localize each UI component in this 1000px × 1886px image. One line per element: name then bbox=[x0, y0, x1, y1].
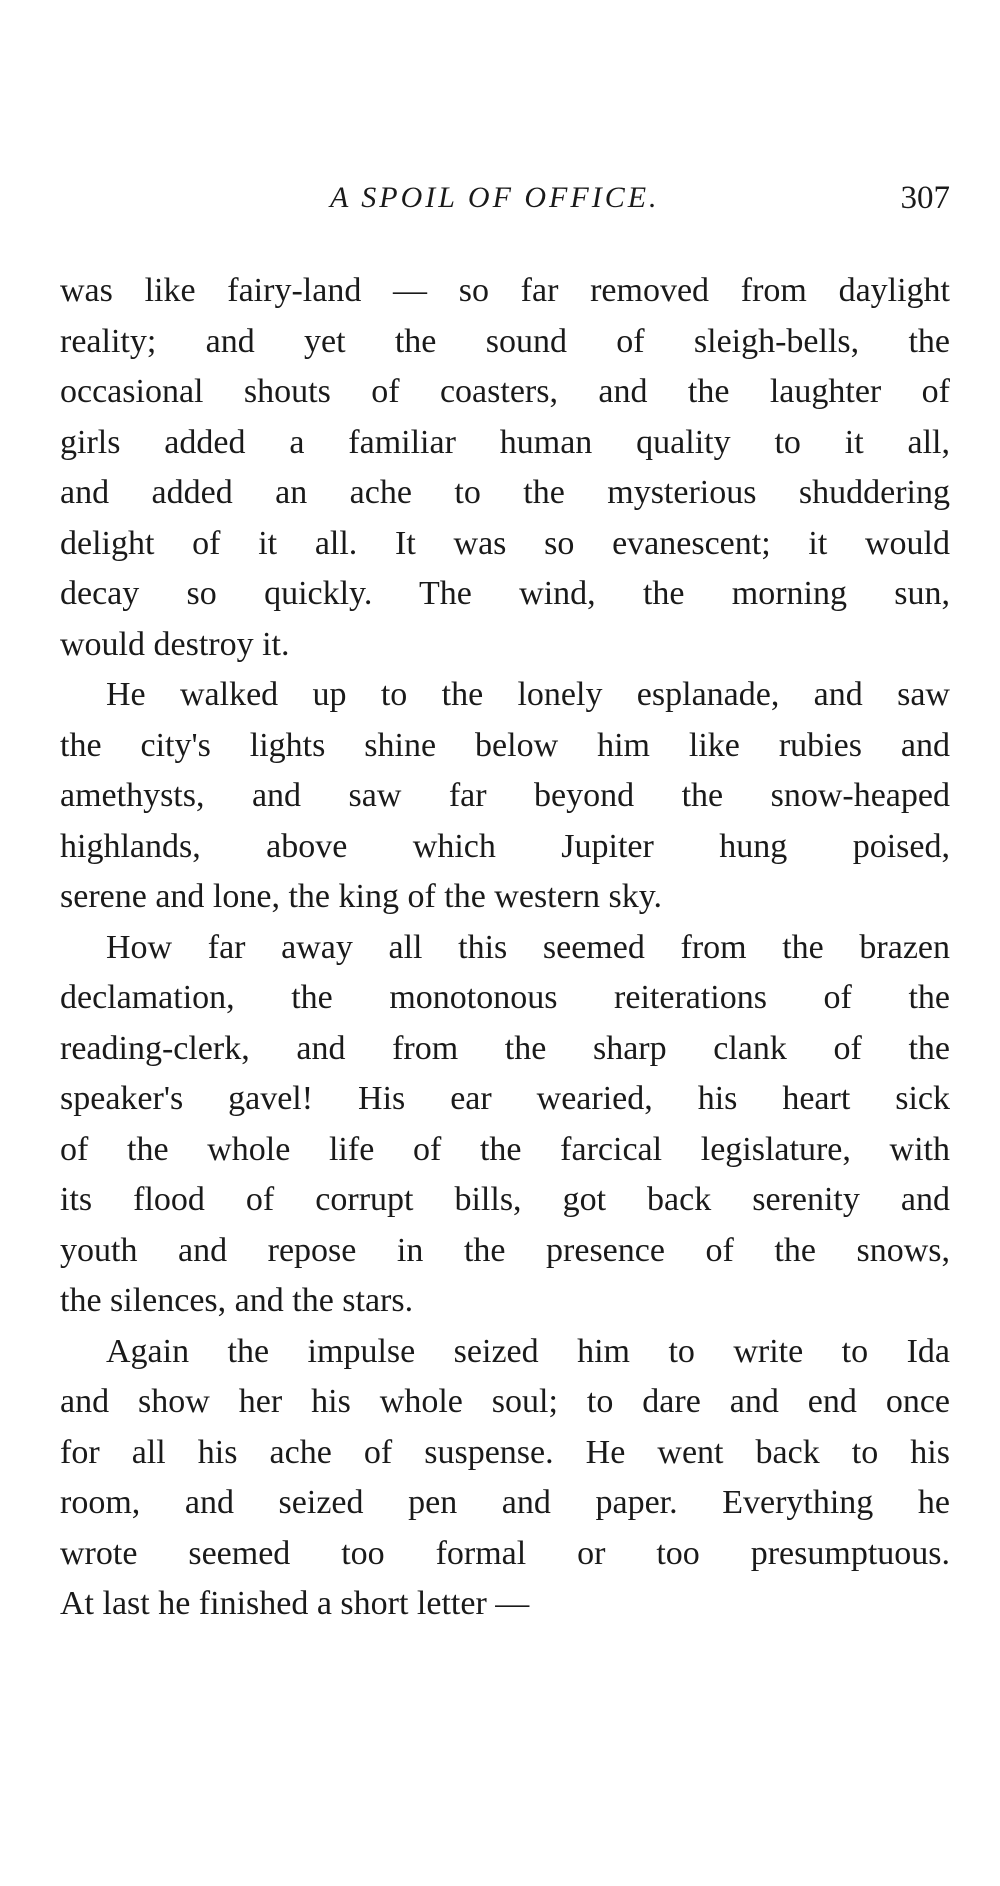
text-line: reality; and yet the sound of sleigh-bells, the bbox=[60, 322, 950, 360]
text-line: the silences, and the stars. bbox=[60, 1282, 414, 1319]
text-line: declamation, the monotonous reiterations of the bbox=[60, 979, 950, 1016]
text-line: and show her his whole soul; to dare and end once bbox=[60, 1383, 950, 1420]
text-line: youth and repose in the presence of the snows, bbox=[60, 1231, 950, 1269]
text-line: serene and lone, the king of the western sky. bbox=[60, 878, 663, 915]
text-line: amethysts, and saw far beyond the snow-heaped bbox=[60, 777, 950, 814]
text-line: At last he finished a short letter — bbox=[60, 1585, 530, 1622]
running-header bbox=[60, 178, 950, 228]
text-line: reading-clerk, and from the sharp clank of the bbox=[60, 1029, 950, 1067]
text-line: delight of it all. It was so evanescent; it would bbox=[60, 524, 950, 562]
text-line: and added an ache to the mysterious shuddering bbox=[60, 474, 950, 511]
text-line: How far away all this seemed from the brazen bbox=[106, 928, 950, 966]
text-line: was like fairy-land — so far removed from daylight bbox=[60, 272, 950, 309]
text-line: wrote seemed too formal or too presumptuous. bbox=[60, 1534, 950, 1572]
text-line: would destroy it. bbox=[60, 625, 290, 663]
paragraph-3 bbox=[60, 923, 950, 1327]
text-line: decay so quickly. The wind, the morning sun, bbox=[60, 575, 950, 612]
text-line: for all his ache of suspense. He went back to his bbox=[60, 1433, 950, 1471]
text-line: room, and seized pen and paper. Everything he bbox=[60, 1484, 950, 1521]
text-line: highlands, above which Jupiter hung poised, bbox=[60, 827, 950, 865]
text-line: He walked up to the lonely esplanade, and saw bbox=[106, 676, 950, 713]
page-number: 307 bbox=[900, 180, 950, 216]
text-line: of the whole life of the farcical legislature, with bbox=[60, 1130, 950, 1168]
text-line: Again the impulse seized him to write to Ida bbox=[106, 1332, 950, 1370]
text-line: its flood of corrupt bills, got back serenity and bbox=[60, 1181, 950, 1218]
text-line: girls added a familiar human quality to it all, bbox=[60, 423, 950, 461]
running-title: A SPOIL OF OFFICE. bbox=[330, 181, 660, 214]
text-line: the city's lights shine below him like rubies and bbox=[60, 726, 950, 764]
text-line: speaker's gavel! His ear wearied, his heart sick bbox=[60, 1080, 950, 1117]
text-line: occasional shouts of coasters, and the laughter of bbox=[60, 373, 950, 410]
body-text bbox=[60, 266, 950, 1630]
paragraph-1 bbox=[60, 266, 950, 670]
paragraph-4 bbox=[60, 1327, 950, 1630]
paragraph-2 bbox=[60, 670, 950, 923]
